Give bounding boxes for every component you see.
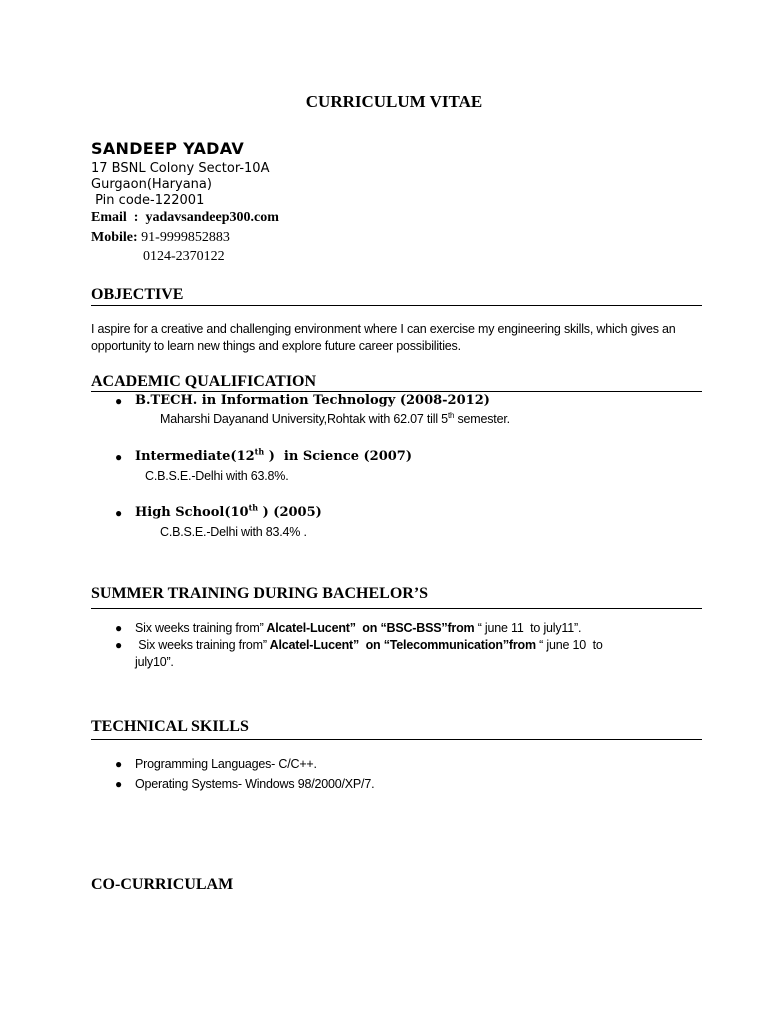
qualification-btech: B.TECH. in Information Technology (2008-2012) [135,393,490,408]
intermediate-head-suffix: ) in Science (2007) [264,449,412,464]
mobile-label: Mobile: [91,230,138,245]
bullet: ● [115,638,123,652]
training-item-2-cont: july10”. [135,655,174,669]
academic-rule [91,391,702,392]
highschool-head-suffix: ) (2005) [258,505,322,520]
email-value: yadavsandeep300.com [145,210,279,225]
bullet: ● [115,394,123,408]
training-item-2 [135,638,603,652]
training-2-org: Alcatel-Lucent” on “Telecommunication’’from [266,638,536,652]
training-rule [91,608,702,609]
address-line-1: 17 BSNL Colony Sector-10A [91,161,270,176]
bullet: ● [115,757,123,771]
training-2-dates: “ june 10 to [535,638,603,652]
mobile-line [91,230,230,246]
bullet: ● [115,450,123,464]
address-line-2: Gurgaon(Haryana) [91,177,212,192]
objective-heading: OBJECTIVE [91,286,184,303]
btech-detail-suffix: semester. [454,412,510,426]
objective-text: I aspire for a creative and challenging environment where I can exercise my engineering skills, which gives an opportunity to learn new things and explore future career possibilities. [91,322,676,353]
document-title: CURRICULUM VITAE [305,92,483,111]
qualification-intermediate [135,446,412,464]
bullet: ● [115,621,123,635]
objective-rule [91,305,702,306]
intermediate-sup: th [254,446,265,457]
training-2-text: Six weeks training from” [135,638,267,652]
btech-detail-text: Maharshi Dayanand University,Rohtak with 62.07 till 5 [160,412,448,426]
training-item-1 [135,621,581,635]
qualification-btech-detail [160,412,510,426]
intermediate-head: Intermediate(12 [135,449,255,464]
email-label: Email : [91,210,146,225]
mobile-number-2: 0124-2370122 [143,249,225,264]
bullet: ● [115,777,123,791]
skill-item-2: Operating Systems- Windows 98/2000/XP/7. [135,777,375,791]
candidate-name: SANDEEP YADAV [91,139,245,158]
skills-rule [91,739,702,740]
highschool-head: High School(10 [135,505,249,520]
qualification-intermediate-detail: C.B.S.E.-Delhi with 63.8%. [145,469,289,483]
cocurricular-heading: CO-CURRICULAM [91,876,234,893]
academic-heading: ACADEMIC QUALIFICATION [91,373,317,390]
training-1-dates: “ june 11 to july11”. [474,621,582,635]
btech-detail-sup: th [447,410,455,420]
qualification-highschool [135,502,322,520]
mobile-number-1: 91-9999852883 [137,230,230,245]
training-heading: SUMMER TRAINING DURING BACHELOR’S [91,585,429,602]
training-1-org: Alcatel-Lucent” on “BSC-BSS’’from [263,621,475,635]
email-line [91,210,279,226]
skill-item-1: Programming Languages- C/C++. [135,757,317,771]
address-line-3: Pin code-122001 [91,193,205,208]
training-1-text: Six weeks training from” [135,621,264,635]
bullet: ● [115,506,123,520]
qualification-highschool-detail: C.B.S.E.-Delhi with 83.4% . [160,525,307,539]
highschool-sup: th [248,502,259,513]
skills-heading: TECHNICAL SKILLS [91,718,249,735]
